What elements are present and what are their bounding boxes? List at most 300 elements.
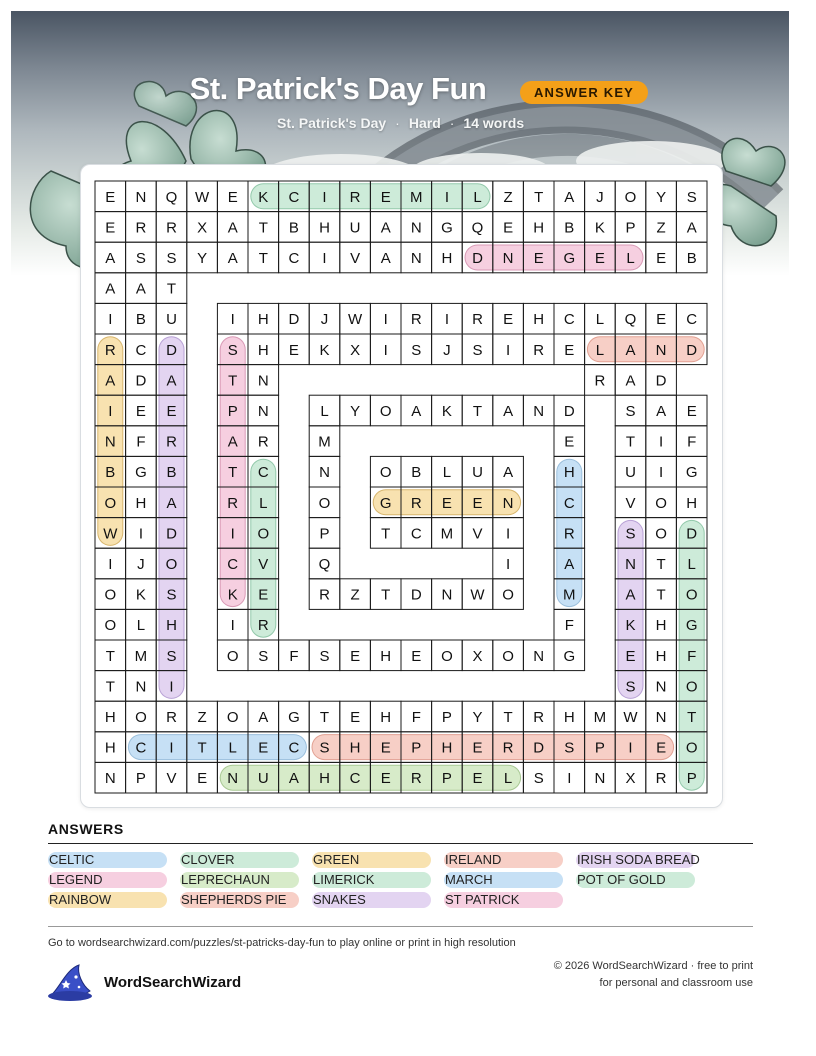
- grid-letter: P: [594, 739, 605, 757]
- grid-letter: L: [320, 403, 329, 420]
- grid-letter: E: [564, 341, 575, 359]
- grid-letter: S: [258, 647, 269, 665]
- grid-letter: C: [349, 770, 361, 788]
- grid-letter: I: [108, 311, 113, 329]
- grid-letter: K: [319, 341, 330, 359]
- answer-item: [312, 891, 366, 908]
- grid-letter: L: [228, 739, 237, 757]
- grid-letter: S: [564, 739, 575, 757]
- grid-letter: O: [104, 494, 117, 512]
- grid-letter: H: [319, 770, 330, 788]
- grid-letter: H: [441, 250, 453, 267]
- answer-word: GREEN: [313, 852, 360, 867]
- grid-letter: N: [104, 770, 116, 788]
- grid-letter: T: [166, 280, 177, 298]
- grid-letter: A: [227, 433, 238, 451]
- grid-letter: E: [227, 188, 238, 206]
- grid-letter: A: [227, 219, 238, 237]
- grid-letter: S: [319, 739, 330, 757]
- grid-cells: [95, 181, 707, 793]
- grid-letter: H: [257, 341, 269, 359]
- grid-letter: Q: [165, 188, 178, 206]
- grid-letter: X: [472, 647, 483, 665]
- grid-letter: S: [625, 403, 636, 420]
- grid-letter: J: [137, 556, 145, 573]
- grid-letter: A: [258, 709, 269, 726]
- grid-letter: E: [288, 341, 299, 359]
- grid-letter: A: [625, 586, 636, 604]
- grid-letter: O: [104, 586, 117, 604]
- grid-letter: A: [656, 403, 667, 420]
- grid-letter: A: [166, 494, 177, 512]
- grid-letter: V: [472, 525, 483, 543]
- grid-letter: S: [533, 770, 544, 788]
- grid-letter: P: [625, 219, 636, 237]
- grid-letter: M: [134, 647, 148, 665]
- grid-letter: E: [350, 647, 361, 665]
- grid-letter: O: [165, 556, 178, 573]
- grid-letter: I: [230, 311, 235, 329]
- grid-letter: Y: [472, 709, 483, 726]
- grid-letter: L: [626, 250, 635, 267]
- grid-letter: W: [348, 311, 363, 329]
- grid-letter: H: [104, 709, 116, 726]
- grid-letter: T: [534, 188, 544, 206]
- answer-word: CELTIC: [49, 852, 95, 867]
- grid-letter: E: [441, 494, 452, 512]
- grid-letter: H: [563, 709, 575, 726]
- grid-letter: E: [411, 647, 422, 665]
- grid-letter: C: [288, 739, 300, 757]
- grid-letter: C: [563, 494, 575, 512]
- grid-letter: S: [625, 678, 636, 696]
- answers-divider: [48, 843, 753, 844]
- answer-item: [48, 871, 102, 888]
- grid-letter: N: [441, 586, 453, 604]
- grid-letter: N: [319, 464, 330, 482]
- grid-letter: C: [686, 311, 698, 329]
- answer-item: [576, 851, 700, 868]
- grid-letter: N: [533, 647, 545, 665]
- grid-letter: K: [441, 403, 452, 420]
- grid-letter: A: [288, 770, 299, 788]
- grid-letter: G: [135, 464, 147, 482]
- grid-letter: C: [410, 525, 422, 543]
- grid-letter: N: [257, 403, 269, 420]
- grid-letter: O: [226, 709, 239, 726]
- grid-letter: C: [257, 464, 269, 482]
- answer-word: LIMERICK: [313, 872, 375, 887]
- grid-letter: N: [533, 403, 545, 420]
- grid-letter: I: [567, 770, 572, 788]
- grid-letter: E: [503, 219, 514, 237]
- answer-item: [180, 851, 234, 868]
- grid-letter: J: [443, 341, 451, 359]
- grid-letter: G: [441, 219, 453, 237]
- grid-letter: N: [502, 250, 514, 267]
- grid-letter: J: [320, 311, 329, 329]
- grid-letter: F: [687, 433, 697, 451]
- grid-letter: E: [380, 739, 391, 757]
- grid-letter: S: [686, 188, 697, 206]
- grid-letter: T: [228, 464, 238, 482]
- grid-letter: A: [105, 250, 116, 267]
- copyright-text: © 2026 WordSearchWizard · free to print for personal and classroom use: [553, 960, 753, 989]
- grid-letter: V: [625, 494, 636, 512]
- grid-letter: O: [379, 464, 392, 482]
- grid-letter: H: [563, 464, 575, 482]
- grid-letter: E: [656, 311, 667, 329]
- answer-word: CLOVER: [181, 852, 235, 867]
- grid-letter: T: [258, 250, 268, 267]
- grid-letter: N: [625, 556, 636, 573]
- grid-letter: E: [533, 250, 544, 267]
- grid-letter: P: [227, 403, 238, 420]
- grid-letter: N: [135, 678, 147, 696]
- answer-item: [312, 851, 359, 868]
- grid-letter: R: [594, 372, 606, 390]
- word-search-grid: [81, 165, 722, 807]
- grid-letter: R: [533, 709, 545, 726]
- grid-letter: H: [104, 739, 116, 757]
- grid-letter: T: [197, 739, 207, 757]
- grid-letter: L: [259, 494, 268, 512]
- grid-letter: R: [472, 311, 483, 329]
- grid-letter: R: [166, 709, 177, 726]
- grid-letter: R: [349, 188, 361, 206]
- grid-letter: H: [319, 219, 330, 237]
- grid-letter: A: [166, 372, 177, 390]
- grid-letter: O: [655, 525, 667, 543]
- grid-letter: Z: [350, 586, 360, 604]
- grid-letter: H: [257, 311, 269, 329]
- grid-letter: O: [441, 647, 453, 665]
- grid-letter: D: [533, 739, 545, 757]
- answer-word: IRISH SODA BREAD: [577, 852, 700, 867]
- grid-letter: N: [655, 709, 667, 726]
- grid-letter: S: [472, 341, 483, 359]
- grid-letter: N: [104, 433, 116, 451]
- grid-letter: E: [380, 770, 391, 788]
- grid-letter: P: [411, 739, 422, 757]
- answer-item: [180, 891, 286, 908]
- grid-letter: L: [595, 311, 605, 329]
- grid-letter: O: [685, 678, 698, 696]
- grid-letter: T: [381, 586, 391, 604]
- grid-letter: R: [410, 770, 422, 788]
- answer-word: IRELAND: [445, 852, 502, 867]
- grid-letter: F: [687, 647, 697, 665]
- grid-letter: H: [655, 647, 667, 665]
- footer-divider: [48, 926, 753, 927]
- grid-letter: X: [350, 341, 361, 359]
- grid-letter: I: [322, 250, 327, 267]
- grid-letter: N: [655, 678, 667, 696]
- answer-key-badge: ANSWER KEY: [520, 81, 648, 104]
- grid-letter: A: [686, 219, 697, 237]
- grid-letter: I: [659, 433, 664, 451]
- grid-letter: S: [166, 250, 177, 267]
- grid-letter: F: [564, 617, 574, 635]
- grid-letter: E: [656, 250, 667, 267]
- grid-letter: K: [594, 219, 605, 237]
- grid-letter: P: [441, 709, 452, 726]
- grid-letter: D: [166, 341, 177, 359]
- grid-letter: I: [230, 617, 235, 635]
- answer-item: [444, 871, 493, 888]
- grid-letter: D: [166, 525, 177, 543]
- grid-letter: G: [685, 464, 698, 482]
- grid-letter: R: [533, 341, 545, 359]
- grid-letter: I: [230, 525, 235, 543]
- grid-letter: N: [410, 219, 422, 237]
- grid-letter: S: [319, 647, 330, 665]
- grid-letter: E: [105, 219, 116, 237]
- grid-letter: G: [563, 250, 576, 267]
- grid-letter: D: [563, 403, 575, 420]
- grid-letter: T: [625, 433, 636, 451]
- grid-letter: A: [380, 219, 391, 237]
- grid-letter: K: [625, 617, 636, 635]
- grid-letter: I: [506, 341, 511, 359]
- grid-letter: D: [655, 372, 667, 390]
- grid-letter: P: [319, 525, 330, 543]
- grid-letter: E: [472, 739, 483, 757]
- grid-letter: I: [138, 525, 143, 543]
- grid-letter: Q: [471, 219, 484, 237]
- grid-letter: B: [105, 464, 116, 482]
- grid-letter: T: [687, 709, 697, 726]
- grid-letter: H: [380, 709, 392, 726]
- grid-letter: N: [257, 372, 269, 390]
- grid-letter: E: [258, 739, 269, 757]
- grid-letter: C: [288, 188, 300, 206]
- grid-letter: O: [104, 617, 117, 635]
- grid-letter: R: [563, 525, 575, 543]
- grid-letter: B: [288, 219, 299, 237]
- grid-letter: O: [226, 647, 239, 665]
- grid-letter: O: [135, 709, 147, 726]
- grid-letter: V: [166, 770, 177, 788]
- grid-letter: A: [564, 188, 575, 206]
- grid-letter: H: [135, 494, 147, 512]
- grid-letter: U: [472, 464, 483, 482]
- answer-item: [48, 851, 94, 868]
- grid-letter: H: [533, 219, 545, 237]
- grid-letter: T: [319, 709, 330, 726]
- grid-letter: S: [411, 341, 422, 359]
- grid-letter: B: [564, 219, 575, 237]
- grid-letter: K: [135, 586, 146, 604]
- grid-letter: I: [322, 188, 327, 206]
- grid-letter: G: [379, 494, 392, 512]
- grid-letter: O: [379, 403, 392, 420]
- grid-letter: R: [410, 494, 422, 512]
- grid-letter: A: [625, 341, 636, 359]
- grid-letter: E: [197, 770, 208, 788]
- grid-letter: H: [441, 739, 453, 757]
- grid-letter: C: [135, 341, 147, 359]
- answer-item: [180, 871, 270, 888]
- grid-letter: E: [656, 739, 667, 757]
- meta-word-count: 14 words: [463, 115, 525, 131]
- grid-letter: O: [257, 525, 270, 543]
- grid-letter: W: [623, 709, 638, 726]
- meta-theme: St. Patrick's Day: [277, 115, 387, 131]
- answer-item: [444, 891, 519, 908]
- grid-letter: G: [563, 647, 576, 665]
- grid-letter: T: [105, 678, 115, 696]
- grid-letter: Q: [624, 311, 637, 329]
- grid-letter: R: [135, 219, 147, 237]
- grid-letter: R: [166, 433, 177, 451]
- grid-letter: A: [411, 403, 422, 420]
- grid-letter: L: [473, 188, 482, 206]
- grid-letter: L: [503, 770, 513, 788]
- puzzle-meta: St. Patrick's Day · Hard · 14 words: [277, 115, 525, 131]
- grid-letter: C: [288, 250, 300, 267]
- grid-letter: X: [197, 219, 208, 237]
- grid-letter: S: [135, 250, 146, 267]
- answer-item: [576, 871, 666, 888]
- grid-letter: W: [195, 188, 210, 206]
- grid-letter: I: [383, 311, 388, 329]
- grid-letter: E: [503, 311, 514, 329]
- grid-letter: I: [169, 739, 174, 757]
- wizard-hat-icon: [46, 963, 94, 1003]
- grid-letter: K: [227, 586, 238, 604]
- grid-letter: F: [136, 433, 146, 451]
- grid-letter: S: [166, 586, 177, 604]
- answer-item: [312, 871, 374, 888]
- grid-letter: B: [411, 464, 422, 482]
- grid-letter: Z: [503, 188, 513, 206]
- grid-letter: E: [258, 586, 269, 604]
- grid-letter: B: [686, 250, 697, 267]
- grid-letter: O: [624, 188, 637, 206]
- grid-letter: N: [135, 188, 147, 206]
- grid-letter: M: [440, 525, 454, 543]
- grid-letter: P: [441, 770, 452, 788]
- grid-letter: P: [135, 770, 146, 788]
- grid-letter: R: [502, 739, 514, 757]
- grid-letter: N: [227, 770, 239, 788]
- page-title: St. Patrick's Day Fun: [189, 71, 487, 106]
- grid-letter: L: [136, 617, 146, 635]
- puzzle-card: [80, 164, 723, 808]
- grid-letter: T: [656, 586, 666, 604]
- grid-letter: K: [258, 188, 269, 206]
- answer-item: [48, 891, 111, 908]
- grid-letter: D: [135, 372, 147, 390]
- grid-letter: D: [686, 341, 698, 359]
- grid-letter: R: [104, 341, 116, 359]
- grid-letter: E: [564, 433, 575, 451]
- grid-letter: Q: [318, 556, 331, 573]
- answer-word: SNAKES: [313, 892, 366, 907]
- grid-letter: E: [350, 709, 361, 726]
- grid-letter: W: [470, 586, 485, 604]
- grid-letter: I: [628, 739, 633, 757]
- grid-letter: E: [472, 494, 483, 512]
- grid-letter: T: [472, 403, 483, 420]
- answer-word: SHEPHERDS PIE: [181, 892, 287, 907]
- grid-letter: R: [257, 617, 269, 635]
- grid-letter: H: [166, 617, 177, 635]
- grid-letter: J: [596, 188, 604, 206]
- grid-letter: S: [625, 525, 636, 543]
- grid-letter: R: [257, 433, 269, 451]
- grid-letter: T: [381, 525, 391, 543]
- grid-letter: V: [350, 250, 361, 267]
- grid-letter: O: [502, 586, 514, 604]
- grid-letter: H: [380, 647, 392, 665]
- grid-letter: E: [166, 403, 177, 420]
- grid-letter: I: [444, 188, 449, 206]
- grid-letter: T: [503, 709, 513, 726]
- grid-letter: T: [656, 556, 666, 573]
- grid-letter: I: [506, 525, 511, 543]
- grid-letter: A: [135, 280, 146, 298]
- grid-letter: B: [166, 464, 177, 482]
- grid-letter: N: [655, 341, 667, 359]
- grid-letter: I: [659, 464, 664, 482]
- grid-letter: Z: [197, 709, 207, 726]
- grid-letter: D: [410, 586, 422, 604]
- footer-link-text[interactable]: Go to wordsearchwizard.com/puzzles/st-patricks-day-fun to play online or print in high resolution: [48, 937, 516, 949]
- grid-letter: M: [410, 188, 423, 206]
- grid-letter: E: [686, 403, 697, 420]
- grid-letter: M: [563, 586, 576, 604]
- grid-letter: I: [108, 403, 113, 420]
- grid-letter: Z: [656, 219, 666, 237]
- grid-letter: F: [411, 709, 421, 726]
- grid-letter: B: [135, 311, 146, 329]
- grid-letter: N: [502, 494, 514, 512]
- grid-letter: E: [625, 647, 636, 665]
- grid-letter: H: [686, 494, 698, 512]
- grid-letter: R: [655, 770, 667, 788]
- grid-letter: W: [103, 525, 118, 543]
- grid-letter: E: [380, 188, 391, 206]
- grid-letter: M: [318, 433, 331, 451]
- answers-heading: ANSWERS: [48, 821, 124, 837]
- grid-letter: R: [319, 586, 330, 604]
- grid-letter: R: [166, 219, 177, 237]
- grid-letter: X: [625, 770, 636, 788]
- grid-letter: F: [289, 647, 299, 665]
- grid-letter: U: [625, 464, 636, 482]
- grid-letter: O: [655, 494, 667, 512]
- grid-letter: L: [687, 556, 696, 573]
- grid-letter: A: [564, 556, 575, 573]
- answer-word: LEGEND: [49, 872, 103, 887]
- grid-letter: I: [169, 678, 174, 696]
- grid-letter: A: [227, 250, 238, 267]
- grid-letter: O: [502, 647, 514, 665]
- answer-word: ST PATRICK: [445, 892, 520, 907]
- grid-letter: Y: [656, 188, 667, 206]
- grid-letter: A: [503, 464, 514, 482]
- grid-letter: Y: [350, 403, 361, 420]
- grid-letter: E: [105, 188, 116, 206]
- grid-letter: C: [227, 556, 239, 573]
- grid-letter: T: [258, 219, 268, 237]
- grid-letter: I: [383, 341, 388, 359]
- grid-letter: E: [135, 403, 146, 420]
- answer-word: LEPRECHAUN: [181, 872, 270, 887]
- grid-letter: Y: [197, 250, 208, 267]
